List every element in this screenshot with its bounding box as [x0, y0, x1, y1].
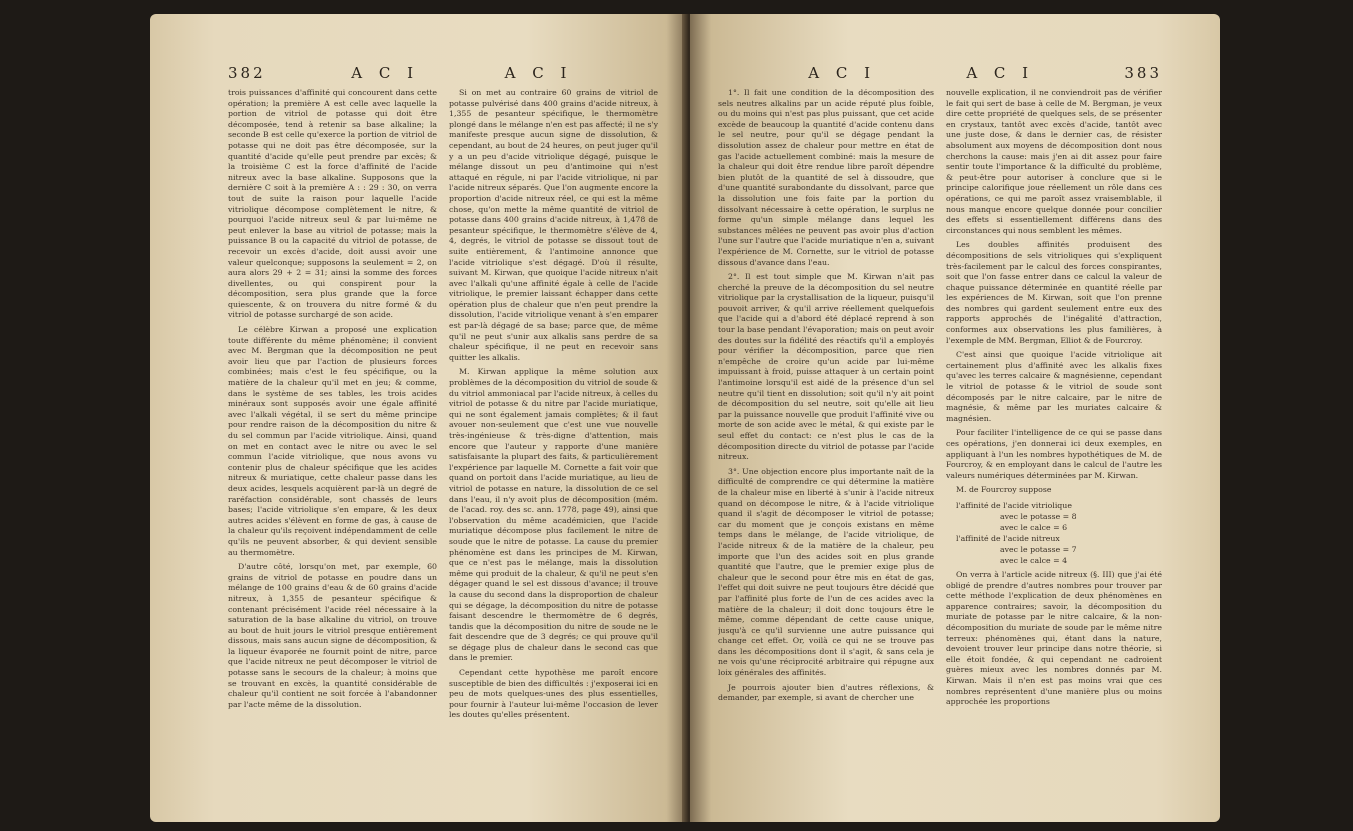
right-page-number: 383 [1124, 64, 1162, 82]
paragraph: 2°. Il est tout simple que M. Kirwan n'ait pas cherché la preuve de la décomposition du sel neutre vitriolique par la crystallisation de la liqueur, puisqu'il pouvoit arriver, & qu'il arrive réellement quelquefois que l'acide qui a d'abord été déplacé reprend à son tour la base pendant l'évaporation; mais on peut avoir des doutes sur la fidélité des réactifs qu'il a employés pour vérifier la décomposition, parce que rien n'empêche de croire qu'un acide par lui-même impuissant à froid, puisse attaquer à un certain point l'antimoine lorsqu'il est aidé de la présence d'un sel neutre qu'il tient en dissolution; soit qu'il n'y ait point de décomposition du sel neutre, soit qu'elle ait lieu par la puissance nouvelle que produit l'affinité vive ou morte de son acide avec le métal, & qui existe par le seul effet du contact: ce n'est plus le cas de la décomposition directe du vitriol de potasse par l'acide nitreux. [718, 272, 934, 462]
affinity-line: avec le potasse = 7 [1000, 544, 1077, 554]
right-running-head [718, 64, 1162, 82]
paragraph: Je pourrois ajouter bien d'autres réflexions, & demander, par exemple, si avant de chercher une [718, 682, 934, 703]
right-column-1 [718, 88, 934, 800]
left-columns [228, 88, 658, 800]
paragraph: nouvelle explication, il ne conviendroit pas de vérifier le fait qui sert de base à celle de M. Bergman, je veux dire cette propriété de quelques sels, de se présenter en crystaux, tantôt avec excès d'acide, tantôt avec une juste dose, & dans le dernier cas, de résister absolument aux moyens de décomposition dont nous cherchons la cause: mais j'en ai dit assez pour faire sentir toute l'importance & la difficulté du problème, & peut-être pour autoriser à conclure que si le principe calorifique joue réellement un rôle dans ces opérations, ce qui me paroît assez vraisemblable, il nous manque encore quelque donnée pour concilier des effets si essentiellement différens dans des circonstances qui nous semblent les mêmes. [946, 88, 1162, 235]
left-column-1 [228, 88, 437, 800]
affinity-line: avec le calce = 4 [1000, 555, 1068, 565]
right-head-title-2: A C I [966, 64, 1035, 82]
paragraph: Si on met au contraire 60 grains de vitriol de potasse pulvérisé dans 400 grains d'acide nitreux, à 1,355 de pesanteur spécifique, le thermomètre plongé dans le mélange n'en est pas affecté; il ne s'y manifeste presque aucun signe de dissolution, & cependant, au bout de 24 heures, on peut juger qu'il y a un peu d'acide vitriolique dégagé, puisque le mélange dissout un peu d'antimoine qui n'est attaqué en régule, ni par l'acide vitriolique, ni par l'acide nitreux séparés. Que l'on augmente encore la proportion d'acide nitreux réel, ce qui est la même chose, qu'on mette la même quantité de vitriol de potasse dans 400 grains d'acide nitreux, à 1,478 de pesanteur spécifique, le thermomètre s'élève de 4, 4, degrés, le vitriol de potasse se dissout tout de suite entièrement, & l'antimoine annonce que l'acide vitriolique s'est dégagé. D'où il résulte, suivant M. Kirwan, que quoique l'acide nitreux n'ait avec l'alkali qu'une affinité égale à celle de l'acide vitriolique, le premier laissant échapper dans cette opération plus de chaleur que n'en peut prendre la dissolution, l'acide vitriolique venant à s'en emparer est par-là dégagé de sa base; parce que, de même qu'il ne peut s'unir aux alkalis sans perdre de sa chaleur spécifique, il ne peut en recevoir sans quitter les alkalis. [449, 88, 658, 362]
paragraph: Les doubles affinités produisent des décompositions de sels vitrioliques qui s'expliquent très-facilement par le calcul des forces conspirantes, soit que l'on fasse entrer dans ce calcul la valeur de chaque puissance déterminée en quantité réelle par les expériences de M. Kirwan, soit que l'on prenne des nombres qui gardent seulement entre eux des rapports approchés de l'inégalité d'attraction, conformes aux observations les plus familières, à l'exemple de MM. Bergman, Elliot & de Fourcroy. [946, 240, 1162, 345]
affinity-line: avec le calce = 6 [1000, 522, 1068, 532]
affinity-line: l'affinité de l'acide nitreux [956, 533, 1060, 543]
right-head-title-1: A C I [808, 64, 877, 82]
paragraph: Cependant cette hypothèse me paroît encore susceptible de bien des difficultés : j'exposerai ici en peu de mots quelques-unes des plus essentielles, pour fournir à l'auteur lui-même l'occasion de lever les doutes qu'elles présentent. [449, 668, 658, 720]
paragraph: Le célèbre Kirwan a proposé une explication toute différente du même phénomène; il convient avec M. Bergman que la décomposition ne peut avoir lieu que par l'action de plusieurs forces combinées; mais c'est le feu spécifique, ou la matière de la chaleur qu'il met en jeu; & comme, dans le système de ses tables, les trois acides minéraux sont supposés avoir une égale affinité avec l'alkali végétal, il se sert du même principe pour rendre raison de la décomposition du nitre & du sel commun par l'acide vitriolique. Ainsi, quand on met en contact avec le nitre ou avec le sel commun l'acide vitriolique, que nous avons vu contenir plus de chaleur spécifique que les acides nitreux & muriatique, cette chaleur passe dans les deux acides, lesquels acquièrent par-là un degré de raréfaction considérable, sont chassés de leurs bases; l'acide vitriolique s'en empare, & les deux autres acides s'élèvent en forme de gas, à cause de la chaleur qu'ils reçoivent indépendamment de celle qu'ils ne peuvent absorber, & qui devient sensible au thermomètre. [228, 325, 437, 557]
paragraph: D'autre côté, lorsqu'on met, par exemple, 60 grains de vitriol de potasse en poudre dans un mélange de 100 grains d'eau & de 60 grains d'acide nitreux, à 1,355 de pesanteur spécifique & contenant précisément l'acide réel nécessaire à la saturation de la base alkaline du vitriol, on trouve au bout de huit jours le vitriol presque entièrement dissous, mais sans aucun signe de décomposition, & la liqueur évaporée ne fournit point de nitre, parce que l'acide nitreux ne peut décomposer le vitriol de potasse sans le secours de la chaleur; à moins que se trouvant en excès, la quantité considérable de chaleur qu'il contient ne soit forcée à l'abandonner par l'acte même de la dissolution. [228, 562, 437, 709]
left-page [150, 14, 688, 822]
paragraph: trois puissances d'affinité qui concourent dans cette opération; la première A est celle avec laquelle la portion de vitriol de potasse qui doit être décomposée, tend à retenir sa base alkaline; la seconde B est celle qu'exerce la portion de vitriol de potasse qui ne doit pas être décomposée, sur la quantité d'acide qu'elle peut prendre par excès; & la troisième C est la force d'affinité de l'acide nitreux avec la base alkaline. Supposons que la dernière C soit à la première A : : 29 : 30, on verra tout de suite la raison pour laquelle l'acide vitriolique décompose complètement le nitre, & pourquoi l'acide nitreux seul & par lui-même ne peut enlever la base au vitriol de potasse; mais la puissance B ou la capacité du vitriol de potasse, de recevoir un excès d'acide, doit aussi avoir une valeur quelconque; supposons la seulement = 2, on aura alors 29 + 2 = 31; ainsi la somme des forces divellentes, ou qui conspirent pour la décomposition, sera plus grande que la force quiescente, & on trouvera du nitre formé & du vitriol de potasse surchargé de son acide. [228, 88, 437, 320]
open-book [150, 14, 1220, 822]
right-columns [718, 88, 1162, 800]
left-head-title-1: A C I [351, 64, 420, 82]
left-page-number: 382 [228, 64, 266, 82]
paragraph: On verra à l'article acide nitreux (§. III) que j'ai été obligé de prendre d'autres nombres pour trouver par cette méthode l'explication de deux phénomènes en apparence contraires; savoir, la décomposition du muriate de potasse par le nitre calcaire, & la non-décomposition du muriate de soude par le même nitre terreux: phénomènes qui, étant dans la nature, devoient trouver leur principe dans notre théorie, si elle étoit fondée, & qui cependant ne cadroient guères mieux avec les nombres donnés par M. Kirwan. Mais il n'en est pas moins vrai que ces nombres représentent d'une manière plus ou moins approchée les proportions [946, 569, 1162, 707]
right-column-2 [946, 88, 1162, 800]
right-page [690, 14, 1220, 822]
left-running-head [228, 64, 658, 82]
paragraph: C'est ainsi que quoique l'acide vitriolique ait certainement plus d'affinité avec les alkalis fixes qu'avec les terres calcaire & magnésienne, cependant le vitriol de potasse & le vitriol de soude sont décomposés par le nitre calcaire, par le nitre de magnésie, & même par les muriates calcaire & magnésien. [946, 350, 1162, 423]
paragraph: Pour faciliter l'intelligence de ce qui se passe dans ces opérations, j'en donnerai ici deux exemples, en appliquant à l'un les nombres hypothétiques de M. de Fourcroy, & en employant dans le calcul de l'autre les valeurs numériques déterminées par M. Kirwan. [946, 428, 1162, 480]
left-head-title-2: A C I [504, 64, 573, 82]
paragraph: M. de Fourcroy suppose [956, 485, 1052, 495]
affinity-line: l'affinité de l'acide vitriolique [956, 500, 1072, 510]
paragraph: 1°. Il fait une condition de la décomposition des sels neutres alkalins par un acide réputé plus foible, ou du moins qui n'est pas plus puissant, que cet acide excède de beaucoup la quantité d'acide contenu dans le sel neutre, pour qu'il se dégage pendant la dissolution assez de chaleur pour mettre en état de gas l'acide actuellement combiné: mais la mesure de la chaleur qui doit être rendue libre paroît dépendre bien plutôt de la quantité de sel à dissoudre, que d'une quantité surabondante du dissolvant, parce que la dissolution une fois faite par la portion du dissolvant nécessaire à cette opération, le surplus ne forme qu'un simple mélange dans lequel les substances mêlées ne peuvent pas avoir plus d'action l'une sur l'autre que l'acide muriatique n'en a, suivant l'expérience de M. Cornette, sur le vitriol de potasse dissous d'avance dans l'eau. [718, 88, 934, 267]
paragraph: M. Kirwan applique la même solution aux problèmes de la décomposition du vitriol de soude & du vitriol ammoniacal par l'acide nitreux, à celles du vitriol de potasse & du nitre par l'acide muriatique, qui ne sont également jamais complètes; & il faut avouer non-seulement que c'est une vue nouvelle très-ingénieuse & très-digne d'attention, mais encore que l'auteur y rapporte d'une manière satisfaisante la plupart des faits, & particulièrement l'expérience par laquelle M. Cornette a fait voir que quand on portoit dans l'acide muriatique, au lieu de vitriol de potasse en nature, la dissolution de ce sel dans l'eau, il n'y avoit plus de décomposition (mém. de l'acad. roy. des sc. ann. 1778, page 49), ainsi que l'observation du même académicien, que l'acide muriatique décompose plus facilement le nitre de soude que le nitre de potasse. La cause du premier phénomène est dans les principes de M. Kirwan, que ce n'est pas le mélange, mais la dissolution même qui produit de la chaleur, & qu'il ne peut s'en dégager quand le sel est dissous d'avance; il trouve la cause du second dans la disproportion de chaleur qui se dégage, la décomposition du nitre de potasse faisant descendre le thermomètre de 6 degrés, tandis que la décomposition du nitre de soude ne le fait descendre que de 3 degrés; ce qui prouve qu'il se dégage plus de chaleur dans le second cas que dans le premier. [449, 367, 658, 663]
left-column-2 [449, 88, 658, 800]
affinity-table [956, 500, 1162, 566]
affinity-line: avec le potasse = 8 [1000, 511, 1077, 521]
paragraph: 3°. Une objection encore plus importante naît de la difficulté de comprendre ce qui détermine la matière de la chaleur mise en liberté à s'unir à l'acide nitreux quand on décompose le nitre, & à l'acide vitriolique quand il s'agit de décomposer le vitriol de potasse; car du moment que je conçois existans en même temps dans le mélange, de l'acide vitriolique, de l'acide nitreux & de la matière de la chaleur, peu importe que l'un des acides soit en plus grande quantité que l'autre, que le premier exige plus de chaleur que le second pour être mis en état de gas, l'effet qui doit suivre ne peut toujours être décidé que par l'affinité plus forte de l'un de ces acides avec la matière de la chaleur; il doit donc toujours être le même, comme dépendant de cette cause unique, jusqu'à ce qu'il survienne une autre puissance qui change cet effet. Or, voilà ce qui ne se trouve pas dans les décompositions dont il s'agit, & sans cela je ne vois qu'une réciprocité arbitraire qui répugne aux loix générales des affinités. [718, 466, 934, 678]
